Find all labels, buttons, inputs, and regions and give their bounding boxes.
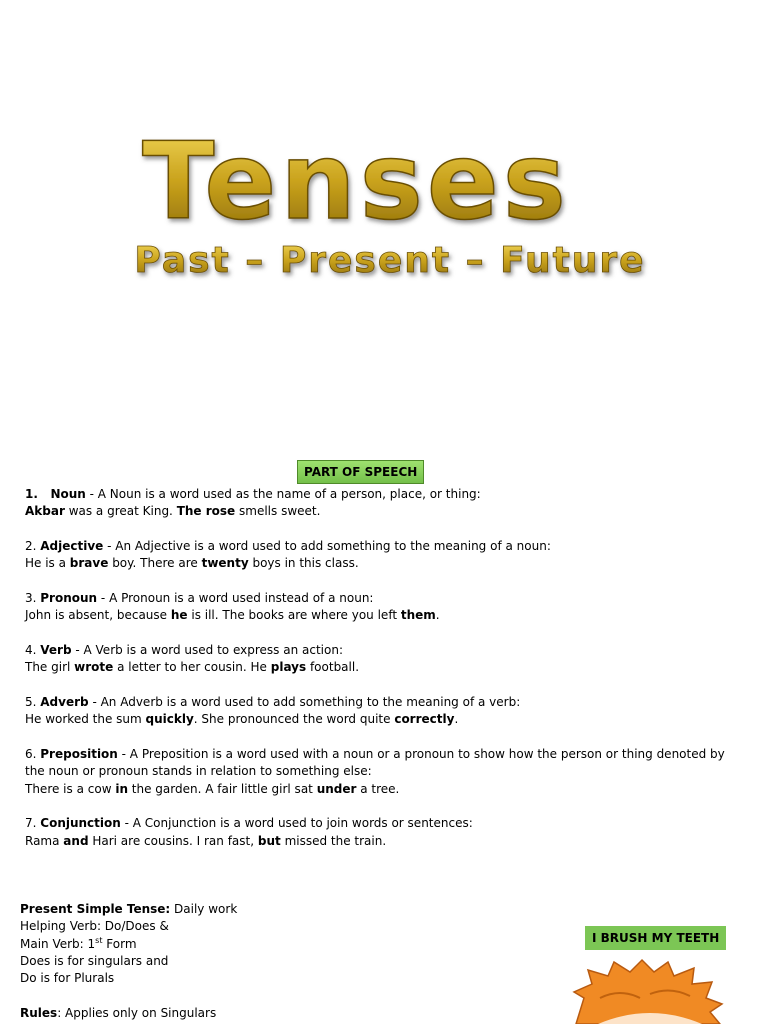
definition-line [25,694,740,711]
definition-text: - A Pronoun is a word used instead of a noun: [97,590,374,605]
part-of-speech-item [25,486,740,521]
example-text: boy. There are [108,556,202,571]
example-keyword: in [115,781,128,796]
example-text: He is a [25,556,70,571]
tenses-banner [0,110,768,300]
example-text: . She pronounced the word quite [193,712,395,727]
part-of-speech-item [25,538,740,573]
item-number: 7. [25,816,41,831]
item-number: 5. [25,694,41,709]
does-line: Does is for singulars and [20,953,169,968]
example-text: smells sweet. [235,504,321,519]
example-text: a letter to her cousin. He [113,660,271,675]
term: Noun [50,487,86,501]
example-line [25,607,740,624]
definition-line [25,486,740,503]
item-number: 2. [25,538,41,553]
example-text: boys in this class. [248,556,359,571]
term: Preposition [40,746,118,761]
term: Adverb [40,694,89,709]
definition-line [25,815,740,832]
example-text: is ill. The books are where you left [187,608,401,623]
example-keyword: and [63,833,89,848]
definition-text: - A Noun is a word used as the name of a person, place, or thing: [85,487,481,501]
example-keyword: them [400,608,436,623]
definition-line [25,642,740,659]
example-text: football. [306,660,360,675]
part-of-speech-item [25,642,740,677]
example-keyword: he [170,608,188,623]
example-keyword: quickly [145,712,194,727]
item-number: 4. [25,642,41,657]
item-number: 1. [25,487,51,501]
item-number: 6. [25,746,41,761]
example-text: . [435,608,440,623]
example-text: . [454,712,459,727]
example-text: He worked the sum [25,712,146,727]
present-simple-heading-line [20,901,380,918]
example-line [25,659,740,676]
term: Adjective [40,538,104,553]
definition-text: - An Adverb is a word used to add something to the meaning of a verb: [88,694,521,709]
example-text: Hari are cousins. I ran fast, [88,833,258,848]
example-text: was a great King. [64,504,177,519]
cartoon-child-image [570,958,730,1024]
example-keyword: twenty [201,556,249,571]
example-line [25,833,740,850]
present-simple-heading: Present Simple Tense: [20,902,171,916]
example-keyword: under [316,781,357,796]
example-keyword: brave [69,556,109,571]
example-line [25,781,740,798]
definition-line [25,590,740,607]
rules-text: : Applies only on Singulars [57,1005,217,1020]
banner-title: Tenses [142,120,570,243]
example-text: There is a cow [25,781,116,796]
present-simple-heading-rest: Daily work [170,902,238,916]
main-verb-prefix: Main Verb: 1 [20,936,96,951]
example-keyword: wrote [74,660,114,675]
do-line: Do is for Plurals [20,971,115,986]
definition-text: - An Adjective is a word used to add something to the meaning of a noun: [103,538,551,553]
item-number: 3. [25,590,41,605]
rules-label: Rules [20,1005,58,1020]
brush-teeth-tag: I BRUSH MY TEETH [585,926,726,950]
part-of-speech-item [25,815,740,850]
term: Pronoun [40,590,98,605]
example-text: The girl [25,660,75,675]
parts-of-speech-list [25,486,740,867]
example-keyword: but [257,833,281,848]
term: Conjunction [40,816,121,831]
banner-subtitle: Past – Present – Future [134,240,646,281]
part-of-speech-tag: PART OF SPEECH [297,460,424,484]
definition-text: - A Verb is a word used to express an action: [71,642,343,657]
part-of-speech-item [25,590,740,625]
example-keyword: Akbar [25,504,65,519]
part-of-speech-item [25,746,740,798]
example-text: missed the train. [280,833,387,848]
example-text: a tree. [356,781,400,796]
main-verb-line [20,936,380,953]
example-keyword: The rose [176,504,236,519]
example-line [25,503,740,520]
definition-text: - A Conjunction is a word used to join words or sentences: [120,816,473,831]
helping-verb-line: Helping Verb: Do/Does & [20,919,169,934]
example-line [25,711,740,728]
main-verb-suffix: Form [102,936,137,951]
example-text: the garden. A fair little girl sat [127,781,317,796]
example-line [25,555,740,572]
example-keyword: plays [270,660,307,675]
definition-line [25,746,740,781]
example-text: John is absent, because [25,608,171,623]
example-keyword: correctly [394,712,455,727]
part-of-speech-item [25,694,740,729]
rules-line [20,1005,380,1022]
example-text: Rama [25,833,64,848]
main-verb-sup: st [95,935,103,945]
definition-line [25,538,740,555]
present-simple-section [20,901,380,1022]
term: Verb [40,642,72,657]
definition-text: - A Preposition is a word used with a noun or a pronoun to show how the person or thing denoted by the noun or pronoun stands in relation to something else: [25,746,725,779]
